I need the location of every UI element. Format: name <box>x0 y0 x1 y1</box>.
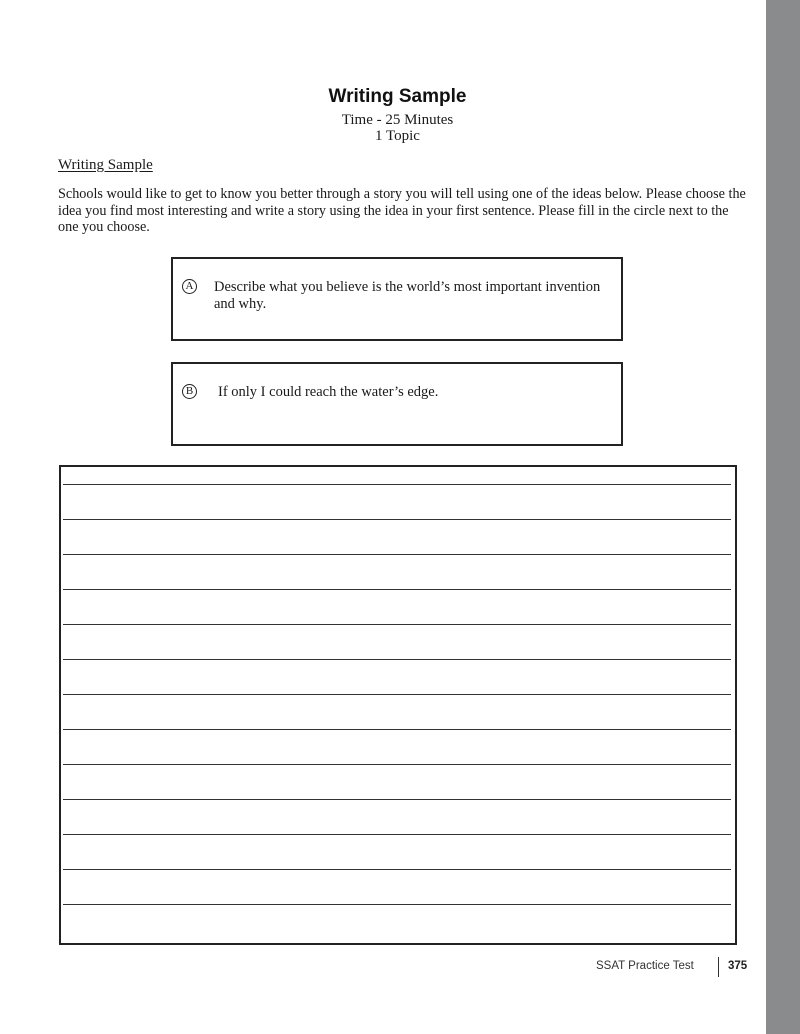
writing-line <box>63 869 731 870</box>
page-edge-tab <box>766 0 800 1034</box>
instructions-text: Schools would like to get to know you better through a story you will tell using one of the ideas below. Please choose the idea you find most interesting and write a story using the idea in your first sentence. Please fill in the circle next to the one you choose. <box>58 186 746 235</box>
writing-line <box>63 484 731 485</box>
writing-line <box>63 589 731 590</box>
topic-count: 1 Topic <box>375 128 420 144</box>
page-title: Writing Sample <box>328 86 467 107</box>
option-b-bubble[interactable]: B <box>182 384 197 399</box>
footer-book-title: SSAT Practice Test <box>596 960 694 972</box>
writing-line <box>63 834 731 835</box>
writing-line <box>63 659 731 660</box>
option-a-box <box>171 257 623 341</box>
option-a-bubble[interactable]: A <box>182 279 197 294</box>
time-limit: Time - 25 Minutes <box>341 112 454 128</box>
writing-line <box>63 519 731 520</box>
writing-line <box>63 694 731 695</box>
writing-area[interactable] <box>59 465 737 945</box>
writing-line <box>63 904 731 905</box>
option-a-text: Describe what you believe is the world’s most important invention and why. <box>214 279 601 312</box>
section-heading: Writing Sample <box>58 157 153 173</box>
writing-line <box>63 554 731 555</box>
writing-line <box>63 729 731 730</box>
option-b-box <box>171 362 623 446</box>
writing-line <box>63 799 731 800</box>
writing-line <box>63 624 731 625</box>
page-number: 375 <box>728 960 748 972</box>
option-b-text: If only I could reach the water’s edge. <box>218 384 439 400</box>
writing-line <box>63 764 731 765</box>
footer-divider <box>718 957 719 977</box>
